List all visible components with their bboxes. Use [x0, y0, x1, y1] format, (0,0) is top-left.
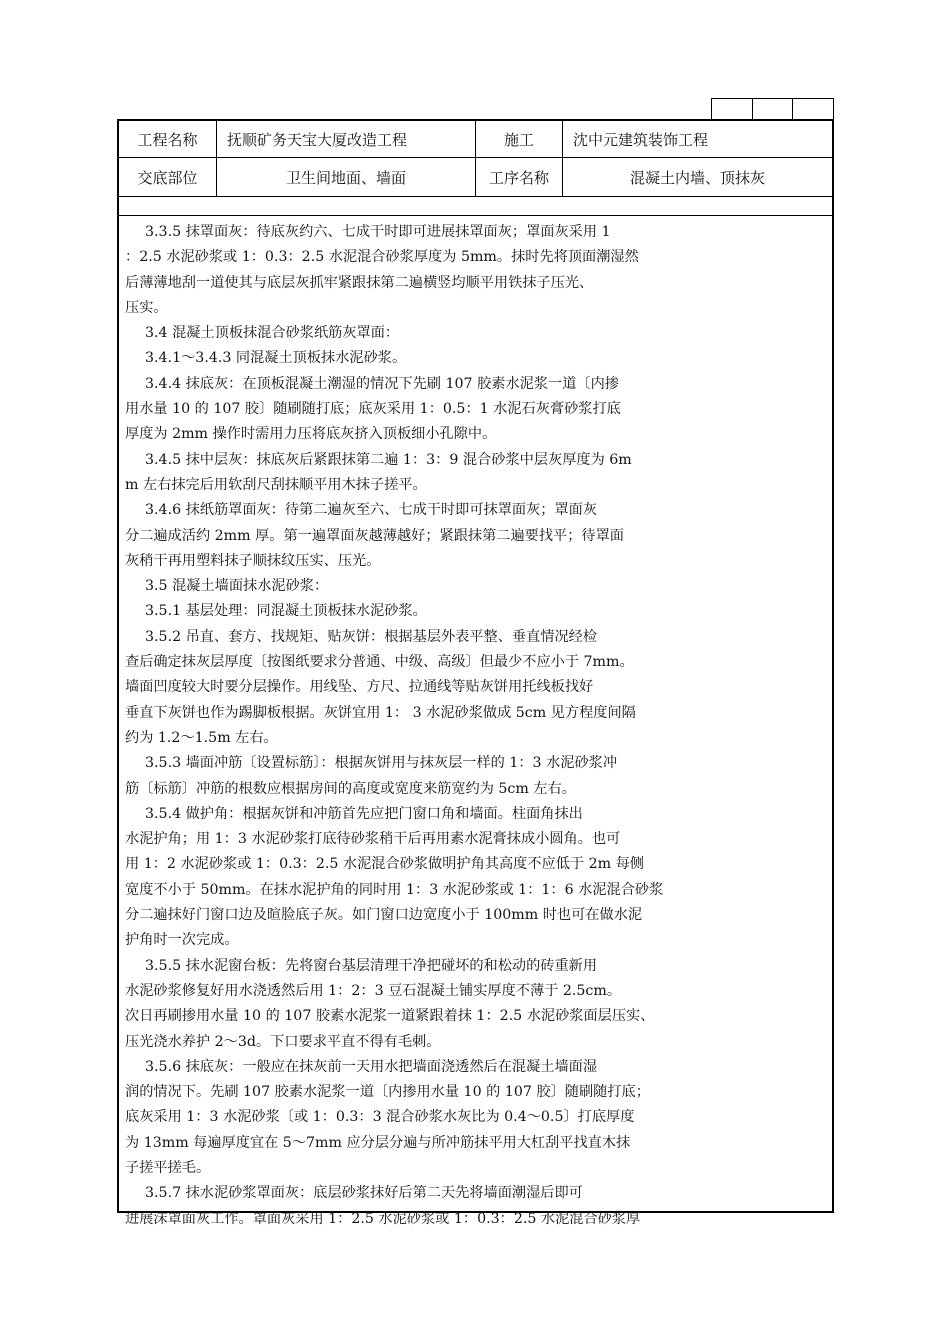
process-value: 混凝土内墙、顶抹灰 [629, 168, 765, 187]
project-value: 抚顺矿务天宝大厦改造工程 [217, 121, 476, 157]
content-line: 厚度为 2mm 操作时需用力压将底灰挤入顶板细小孔隙中。 [125, 426, 497, 443]
disclosure-form [117, 119, 834, 1227]
content-line: 3.5 混凝土墙面抹水泥砂浆： [145, 578, 329, 595]
content-line: 压光浇水养护 2～3d。下口要求平直不得有毛刺。 [125, 1033, 441, 1050]
content-line: 约为 1.2～1.5m 左右。 [125, 729, 278, 746]
content-line: 3.5.3 墙面冲筋〔设置标筋〕：根据灰饼用与抹灰层一样的 1：3 水泥砂浆冲 [145, 755, 618, 772]
content-line: 宽度不小于 50mm。在抹水泥护角的同时用 1：3 水泥砂浆或 1：1：6 水泥混合砂浆 [125, 881, 664, 898]
content-line: 灰稍干再用塑料抹子顺抹纹压实、压光。 [125, 552, 381, 569]
content-line: 3.5.5 抹水泥窗台板：先将窗台基层清理干净把碰坏的和松动的砖重新用 [145, 957, 598, 974]
part-label: 交底部位 [119, 158, 217, 196]
disclosure-content [119, 218, 832, 1232]
approval-box [793, 99, 833, 119]
content-line: 后薄薄地刮一道使其与底层灰抓牢紧跟抹第二遍横竖均顺平用铁抹子压光、 [125, 274, 594, 291]
content-line: 底灰采用 1：3 水泥砂浆〔或 1：0.3：3 混合砂浆水灰比为 0.4～0.5〕打底厚度 [125, 1109, 635, 1126]
content-line: 3.4.6 抹纸筋罩面灰：待第二遍灰至六、七成干时即可抹罩面灰；罩面灰 [145, 502, 598, 519]
content-line: 润的情况下。先刷 107 胶素水泥浆一道〔内掺用水量 10 的 107 胶〕随刷随打底； [125, 1084, 650, 1101]
construction-value: 沈中元建筑装饰工程 [573, 130, 709, 149]
content-line: 水泥砂浆修复好用水浇透然后用 1：2：3 豆石混凝土铺实厚度不薄于 2.5cm。 [125, 982, 622, 999]
content-line: 3.5.2 吊直、套方、找规矩、贴灰饼：根据基层外表平整、垂直情况经检 [145, 628, 598, 645]
content-line: 分二遍成活约 2mm 厚。第一遍罩面灰越薄越好；紧跟抹第二遍要找平；待罩面 [125, 527, 624, 544]
content-line: 压实。 [125, 299, 168, 316]
content-line: 3.3.5 抹罩面灰：待底灰约六、七成干时即可进展抹罩面灰；罩面灰采用 1 [145, 224, 611, 240]
content-line: ：2.5 水泥砂浆或 1：0.3：2.5 水泥混合砂浆厚度为 5mm。抹时先将顶面潮湿然 [125, 249, 639, 266]
content-line: 为 13mm 每遍厚度宜在 5～7mm 应分层分遍与所冲筋抹平用大杠刮平找直木抹 [125, 1134, 631, 1151]
process-label: 工序名称 [476, 158, 563, 196]
approval-box [753, 99, 794, 119]
content-line: 进展沫罩面灰工作。罩面灰采用 1：2.5 水泥砂浆或 1：0.3：2.5 水泥混合砂浆厚 [125, 1210, 641, 1227]
header-row-part [119, 158, 832, 197]
project-label: 工程名称 [119, 121, 217, 157]
content-line: 3.4.4 抹底灰：在顶板混凝土潮湿的情况下先刷 107 胶素水泥浆一道〔内掺 [145, 375, 619, 392]
content-line: 3.5.4 做护角：根据灰饼和冲筋首先应把门窗口角和墙面。柱面角抹出 [145, 805, 583, 822]
content-line: 水泥护角；用 1：3 水泥砂浆打底待砂浆稍干后再用素水泥膏抹成小圆角。也可 [125, 831, 621, 848]
header-row-project [119, 121, 832, 158]
content-line: 3.4.1～3.4.3 同混凝土顶板抹水泥砂浆。 [145, 350, 407, 367]
header-spacer-row [119, 197, 832, 216]
content-line: m 左右抹完后用软刮尺刮抹顺平用木抹子搓平。 [125, 476, 427, 493]
content-line: 垂直下灰饼也作为踢脚板根据。灰饼宜用 1： 3 水泥砂浆做成 5cm 见方程度间隔 [125, 704, 636, 721]
construction-label: 施工 [476, 121, 563, 157]
content-line: 用 1：2 水泥砂浆或 1：0.3：2.5 水泥混合砂浆做明护角其高度不应低于 2m 每侧 [125, 856, 644, 873]
content-line: 护角时一次完成。 [125, 932, 239, 949]
content-line: 3.5.6 抹底灰：一般应在抹灰前一天用水把墙面浇透然后在混凝土墙面湿 [145, 1058, 598, 1075]
content-line: 3.4 混凝土顶板抹混合砂浆纸筋灰罩面： [145, 325, 400, 342]
content-line: 3.5.1 基层处理：同混凝土顶板抹水泥砂浆。 [145, 603, 427, 620]
content-line: 墙面凹度较大时要分层操作。用线坠、方尺、拉通线等贴灰饼用托线板找好 [125, 679, 594, 696]
part-value: 卫生间地面、墙面 [217, 158, 476, 196]
content-line: 次日再刷掺用水量 10 的 107 胶素水泥浆一道紧跟着抹 1：2.5 水泥砂浆面层压实、 [125, 1008, 655, 1025]
content-line: 子搓平搓毛。 [125, 1159, 211, 1176]
approval-boxes [711, 98, 834, 120]
approval-box [712, 99, 753, 119]
content-line: 3.5.7 抹水泥砂浆罩面灰：底层砂浆抹好后第二天先将墙面潮湿后即可 [145, 1185, 583, 1202]
content-line: 筋〔标筋〕冲筋的根数应根据房间的高度或宽度来筋宽约为 5cm 左右。 [125, 780, 576, 797]
content-line: 3.4.5 抹中层灰：抹底灰后紧跟抹第二遍 1：3：9 混合砂浆中层灰厚度为 6m [145, 451, 632, 468]
content-line: 分二遍抹好门窗口边及暄脸底子灰。如门窗口边宽度小于 100mm 时也可在做水泥 [125, 907, 643, 924]
content-line: 查后确定抹灰层厚度〔按图纸要求分普通、中级、高级〕但最少不应小于 7mm。 [125, 654, 634, 671]
content-line: 用水量 10 的 107 胶〕随刷随打底；底灰采用 1：0.5：1 水泥石灰膏砂浆打底 [125, 401, 621, 418]
